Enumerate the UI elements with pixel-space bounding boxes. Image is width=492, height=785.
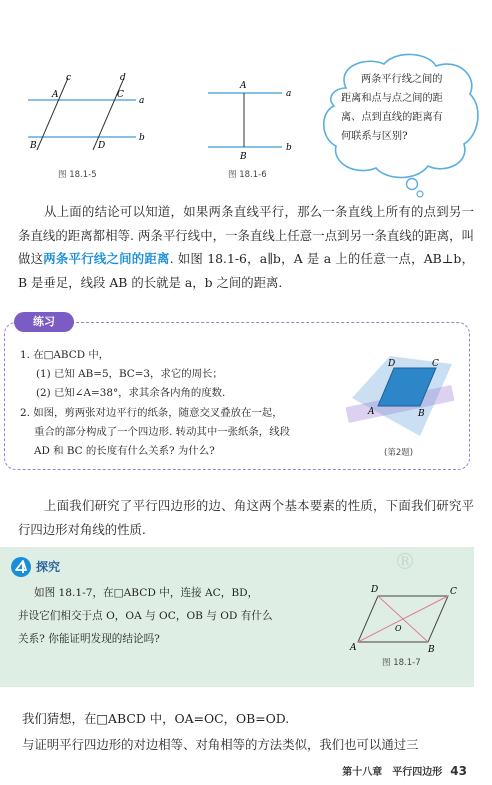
paragraph1-part1: 从上面的结论可以知道，如果两条直线平行，那么一条直线上所有的点到另一条直线的距离都相等. 两条平行线中，一条直线上任意一点到另一条直线的距离，叫做这 (18, 204, 474, 266)
fig3-label-C: C (450, 587, 457, 597)
exercise-line-4: 2. 如图，剪两张对边平行的纸条，随意交叉叠放在一起， (20, 407, 283, 419)
fig1-label-d: d (120, 73, 126, 83)
fig2-label-a: a (286, 89, 292, 99)
paragraph-conjecture: 我们猜想，在□ABCD 中，OA=OC，OB=OD. (22, 711, 290, 726)
explore-line-1: 如图 18.1-7，在□ABCD 中，连接 AC，BD， (34, 587, 259, 599)
explore-watermark: ® (394, 550, 416, 575)
fig3-caption: 图 18.1-7 (382, 658, 421, 668)
figure-18-1-5 (18, 68, 148, 183)
explore-icon (10, 556, 32, 578)
exfig-label-A: A (368, 407, 375, 417)
figure-18-1-6 (200, 75, 300, 170)
exfig-label-B: B (418, 409, 425, 419)
fig2-caption: 图 18.1-6 (228, 170, 267, 180)
exercise-figure-caption: (第2题) (384, 448, 414, 458)
explore-line-3: 关系? 你能证明发现的结论吗? (18, 633, 160, 645)
exercise-line-1: 1. 在□ABCD 中， (20, 349, 110, 361)
fig3-label-D: D (371, 585, 379, 595)
page-footer (342, 763, 467, 778)
fig3-label-B: B (428, 645, 435, 654)
fig2-label-A: A (240, 81, 247, 91)
term-distance-between-parallel-lines: 两条平行线之间的距离 (43, 251, 170, 266)
paragraph1-part2: . 如图 18.1-6，a∥b，A 是 a 上的任意一点，AB⊥b，B 是垂足，线段 AB 的长就是 a，b 之间的距离. (18, 251, 475, 290)
exercise-badge (14, 312, 74, 332)
fig1-label-C: C (117, 90, 124, 100)
footer-chapter: 第十八章 平行四边形 (342, 767, 443, 778)
fig2-label-b: b (286, 143, 292, 153)
explore-line-2: 并设它们相交于点 O，OA 与 OC，OB 与 OD 有什么 (18, 610, 273, 622)
cloud-text: 两条平行线之间的距离和点与点之间的距离、点到直线的距离有何联系与区别? (341, 74, 443, 142)
fig1-label-D: D (98, 141, 106, 151)
explore-title: 探究 (36, 560, 61, 574)
figure-18-1-7 (338, 582, 468, 654)
exercise-figure-paper-strips (344, 340, 460, 448)
exercise-badge-label: 练习 (33, 315, 55, 328)
exercise-line-3: (2) 已知∠A=38°，求其余各内角的度数. (36, 387, 226, 399)
exercise-line-2: (1) 已知 AB=5，BC=3，求它的周长； (36, 368, 223, 380)
fig3-label-A: A (350, 643, 357, 653)
fig1-label-c: c (66, 73, 72, 83)
exfig-label-D: D (388, 359, 396, 369)
fig1-label-A: A (52, 90, 59, 100)
paragraph-proof-intro: 与证明平行四边形的对边相等、对角相等的方法类似，我们也可以通过三 (22, 737, 419, 752)
paragraph-diagonal-intro: 上面我们研究了平行四边形的边、角这两个基本要素的性质，下面我们研究平行四边形对角线的性质. (18, 498, 474, 537)
exercise-line-5: 重合的部分构成了一个四边形. 转动其中一张纸条，线段 (34, 426, 290, 438)
fig3-label-O: O (395, 624, 402, 633)
fig2-label-B: B (240, 152, 247, 162)
fig1-label-B: B (30, 141, 37, 151)
exercise-line-6: AD 和 BC 的长度有什么关系? 为什么? (34, 445, 215, 457)
page-number: 43 (450, 764, 467, 778)
fig1-label-b: b (139, 133, 145, 143)
fig1-caption: 图 18.1-5 (58, 170, 97, 180)
paragraph-distance-definition (18, 200, 474, 294)
fig1-label-a: a (139, 96, 145, 106)
exfig-label-C: C (432, 359, 439, 369)
